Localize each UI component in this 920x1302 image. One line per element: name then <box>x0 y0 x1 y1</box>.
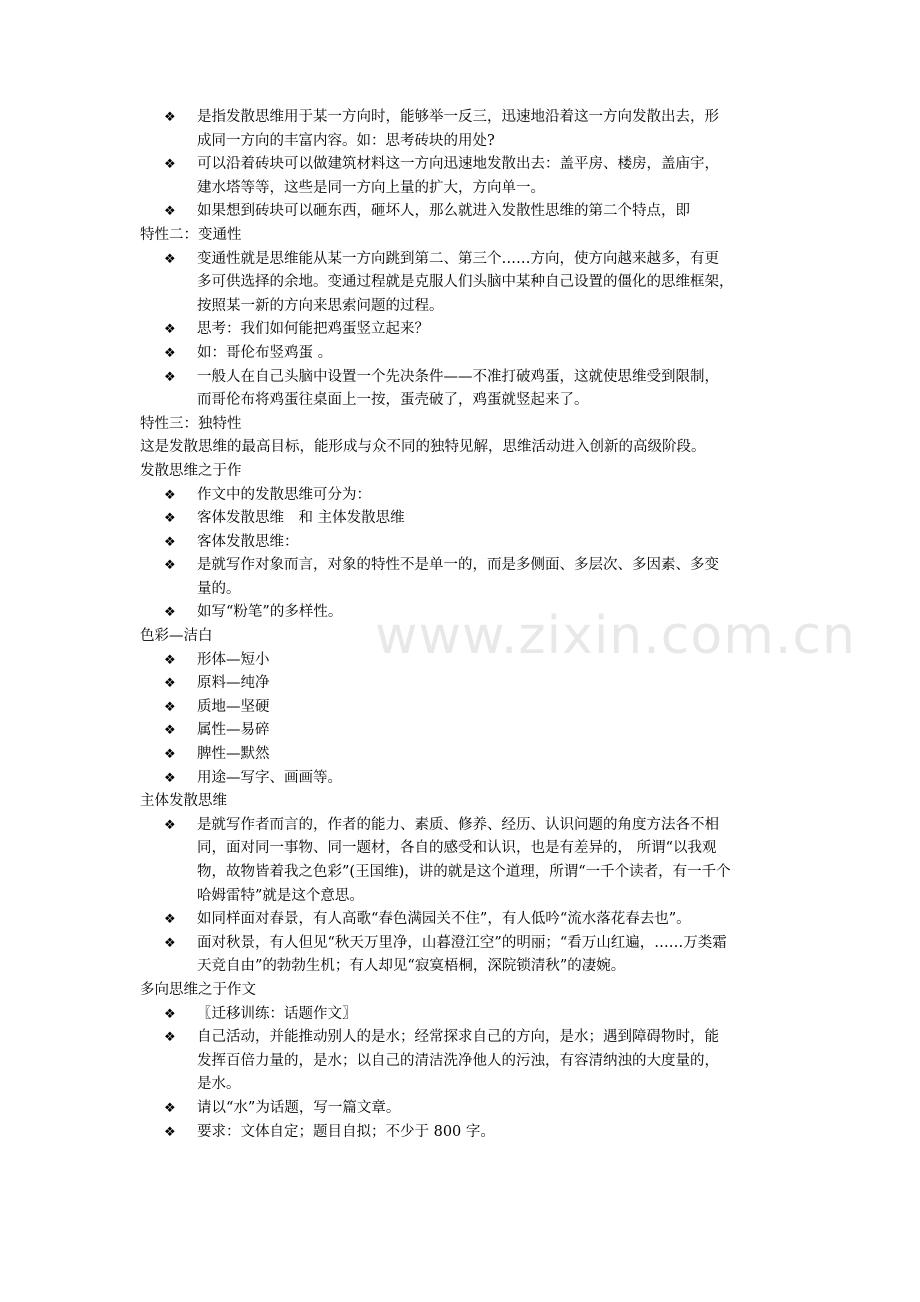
bullet-continuation: 是水。 <box>197 1076 241 1093</box>
bullet-item <box>0 743 920 767</box>
section-heading: 色彩—洁白 <box>140 628 213 645</box>
bullet-text: 如写“粉笔”的多样性。 <box>197 604 343 621</box>
bullet-text: 请以“水”为话题，写一篇文章。 <box>197 1099 401 1116</box>
bullet-text: 一般人在自己头脑中设置一个先决条件——不准打破鸡蛋，这就使思维受到限制， <box>197 368 719 385</box>
diamond-bullet-icon: ❖ <box>164 605 176 621</box>
section-heading: 特性二：变通性 <box>140 226 242 243</box>
diamond-bullet-icon: ❖ <box>164 676 176 692</box>
diamond-bullet-icon: ❖ <box>164 558 176 574</box>
bullet-item <box>0 318 920 342</box>
bullet-item <box>0 719 920 743</box>
bullet-text: 作文中的发散思维可分为： <box>197 486 371 503</box>
bullet-item <box>0 106 920 130</box>
bullet-item <box>0 814 920 838</box>
section-heading: 主体发散思维 <box>140 793 227 810</box>
bullet-text: 自己活动，并能推动别人的是水；经常探求自己的方向，是水；遇到障碍物时，能 <box>197 1029 719 1046</box>
diamond-bullet-icon: ❖ <box>164 935 176 951</box>
bullet-item <box>0 672 920 696</box>
diamond-bullet-icon: ❖ <box>164 511 176 527</box>
diamond-bullet-icon: ❖ <box>164 110 176 125</box>
bullet-text: 质地—坚硬 <box>197 698 270 715</box>
bullet-text: 可以沿着砖块可以做建筑材料这一方向迅速地发散出去：盖平房、楼房，盖庙宇， <box>197 156 719 173</box>
bullet-item <box>0 1003 920 1027</box>
bullet-continuation: 多可供选择的余地。变通过程就是克服人们头脑中某种自己设置的僵化的思维框架， <box>197 274 734 291</box>
bullet-item <box>0 531 920 555</box>
bullet-continuation: 而哥伦布将鸡蛋往桌面上一按，蛋壳破了，鸡蛋就竖起来了。 <box>197 392 589 409</box>
bullet-item <box>0 484 920 508</box>
bullet-text: 属性—易碎 <box>197 722 270 739</box>
bullet-continuation: 同，面对同一事物、同一题材，各自的感受和认识，也是有差异的， 所谓“以我观 <box>197 840 717 857</box>
bullet-continuation: 哈姆雷特”就是这个意思。 <box>197 887 364 904</box>
bullet-text: 形体—短小 <box>197 651 270 668</box>
bullet-item <box>0 342 920 366</box>
bullet-text: 客体发散思维： <box>197 533 299 550</box>
bullet-text: 面对秋景，有人但见“秋天万里净，山暮澄江空”的明丽；“看万山红遍，……万类霜 <box>197 934 727 951</box>
bullet-item <box>0 1097 920 1121</box>
bullet-item <box>0 767 920 791</box>
bullet-text: 是就写作者而言的，作者的能力、素质、修养、经历、认识问题的角度方法各不相 <box>197 816 719 833</box>
bullet-text: 客体发散思维 和 主体发散思维 <box>197 510 405 527</box>
diamond-bullet-icon: ❖ <box>164 652 176 668</box>
diamond-bullet-icon: ❖ <box>164 157 176 173</box>
bullet-item <box>0 932 920 956</box>
bullet-text: 脾性—默然 <box>197 746 270 763</box>
bullet-continuation: 按照某一新的方向来思索问题的过程。 <box>197 297 444 314</box>
bullet-item <box>0 153 920 177</box>
bullet-item <box>0 696 920 720</box>
diamond-bullet-icon: ❖ <box>164 369 176 385</box>
diamond-bullet-icon: ❖ <box>164 770 176 786</box>
bullet-text: 〖迁移训练：话题作文〗 <box>197 1005 357 1022</box>
bullet-item <box>0 366 920 390</box>
diamond-bullet-icon: ❖ <box>164 322 176 338</box>
bullet-continuation: 量的。 <box>197 580 241 597</box>
bullet-item <box>0 200 920 224</box>
bullet-text: 如：哥伦布竖鸡蛋 。 <box>197 344 333 361</box>
bullet-text: 是就写作对象而言，对象的特性不是单一的，而是多侧面、多层次、多因素、多变 <box>197 557 719 574</box>
bullet-text: 思考：我们如何能把鸡蛋竖立起来？ <box>197 321 429 338</box>
diamond-bullet-icon: ❖ <box>164 345 176 361</box>
section-heading: 特性三：独特性 <box>140 415 242 432</box>
diamond-bullet-icon: ❖ <box>164 534 176 550</box>
bullet-item <box>0 507 920 531</box>
diamond-bullet-icon: ❖ <box>164 1124 176 1140</box>
diamond-bullet-icon: ❖ <box>164 817 176 833</box>
section-heading: 发散思维之于作 <box>140 462 242 479</box>
diamond-bullet-icon: ❖ <box>164 487 176 503</box>
diamond-bullet-icon: ❖ <box>164 723 176 739</box>
bullet-continuation: 物，故物皆着我之色彩”(王国维)，讲的就是这个道理，所谓“一千个读者，有一千个 <box>197 864 731 880</box>
section-heading: 这是发散思维的最高目标，能形成与众不同的独特见解，思维活动进入创新的高级阶段。 <box>140 439 706 456</box>
bullet-item <box>0 248 920 272</box>
bullet-item <box>0 554 920 578</box>
bullet-text: 如果想到砖块可以砸东西，砸坏人，那么就进入发散性思维的第二个特点，即 <box>197 203 690 220</box>
diamond-bullet-icon: ❖ <box>164 1006 176 1022</box>
bullet-text: 变通性就是思维能从某一方向跳到第二、第三个……方向，使方向越来越多，有更 <box>197 250 719 267</box>
bullet-item <box>0 1026 920 1050</box>
diamond-bullet-icon: ❖ <box>164 747 176 763</box>
watermark: www.zixin.com.cn <box>375 606 856 666</box>
bullet-text: 用途—写字、画画等。 <box>197 769 342 786</box>
diamond-bullet-icon: ❖ <box>164 1030 176 1046</box>
bullet-text: 原料—纯净 <box>197 675 270 692</box>
bullet-text: 是指发散思维用于某一方向时，能够举一反三，迅速地沿着这一方向发散出去，形 <box>197 109 719 125</box>
diamond-bullet-icon: ❖ <box>164 912 176 928</box>
bullet-item <box>0 1121 920 1145</box>
section-heading: 多向思维之于作文 <box>140 981 256 998</box>
diamond-bullet-icon: ❖ <box>164 1100 176 1116</box>
diamond-bullet-icon: ❖ <box>164 204 176 220</box>
diamond-bullet-icon: ❖ <box>164 699 176 715</box>
bullet-continuation: 建水塔等等，这些是同一方向上量的扩大，方向单一。 <box>197 179 545 196</box>
bullet-continuation: 成同一方向的丰富内容。如：思考砖块的用处? <box>197 132 495 149</box>
bullet-item <box>0 908 920 932</box>
bullet-text: 如同样面对春景，有人高歌“春色满园关不住”，有人低吟“流水落花春去也”。 <box>197 911 691 928</box>
diamond-bullet-icon: ❖ <box>164 251 176 267</box>
bullet-text: 要求：文体自定；题目自拟；不少于 800 字。 <box>197 1123 495 1140</box>
bullet-continuation: 发挥百倍力量的，是水；以自己的清洁洗净他人的污浊，有容清纳浊的大度量的， <box>197 1052 719 1069</box>
bullet-continuation: 天竞自由”的勃勃生机；有人却见“寂寞梧桐，深院锁清秋”的凄婉。 <box>197 958 626 975</box>
